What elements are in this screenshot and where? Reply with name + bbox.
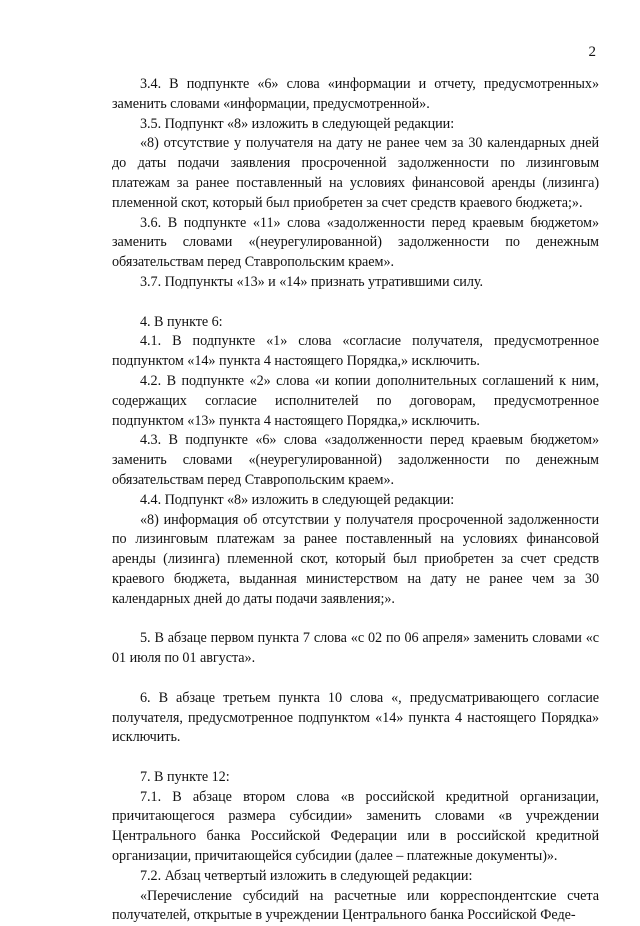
- paragraph: 4.3. В подпункте «6» слова «задолженности перед краевым бюджетом» заменить словами «(неурегулированной) задолженности по денежным обязательствам перед Ставропольским краем».: [112, 432, 599, 488]
- paragraph: 5. В абзаце первом пункта 7 слова «с 02 по 06 апреля» заменить словами «с 01 июля по 01 августа».: [112, 630, 599, 667]
- paragraph: 4.4. Подпункт «8» изложить в следующей редакции:: [140, 491, 455, 508]
- paragraph: 6. В абзаце третьем пункта 10 слова «, предусматривающего согласие получателя, предусмотренное подпунктом «14» пункта 4 настоящего Порядка» исключить.: [112, 689, 599, 746]
- paragraph: 7. В пункте 12:: [140, 768, 230, 785]
- paragraph: 4.1. В подпункте «1» слова «согласие получателя, предусмотренное подпунктом «14» пункта 4 настоящего Порядка,» исключить.: [112, 333, 599, 370]
- document-body: [112, 75, 599, 926]
- page-number: 2: [588, 44, 596, 60]
- paragraph: 3.5. Подпункт «8» изложить в следующей редакции:: [140, 115, 455, 132]
- paragraph: 3.4. В подпункте «6» слова «информации и отчету, предусмотренных» заменить словами «информации, предусмотренной».: [112, 76, 599, 112]
- paragraph: 7.2. Абзац четвертый изложить в следующей редакции:: [140, 867, 473, 884]
- paragraph: 4.2. В подпункте «2» слова «и копии дополнительных соглашений к ним, содержащих согласие исполнителей по договорам, предусмотренное подпунктом «13» пункта 4 настоящего Порядка,» исключить.: [112, 372, 599, 429]
- paragraph: 3.6. В подпункте «11» слова «задолженности перед краевым бюджетом» заменить словами «(неурегулированной) задолженности по денежным обязательствам перед Ставропольским краем».: [112, 214, 599, 271]
- paragraph: «8) информация об отсутствии у получателя просроченной задолженности по лизинговым платежам за ранее поставленный на условиях финансовой аренды (лизинга) племенной скот, который был приобретен за счет средств краевого бюджета, выданная министерством на дату не ранее чем за 30 календарных дней до даты подачи заявления;».: [112, 511, 599, 607]
- paragraph: 4. В пункте 6:: [140, 313, 223, 330]
- paragraph: «Перечисление субсидий на расчетные или корреспондентские счета получателей, открытые в учреждении Центрального банка Российской Феде-: [112, 887, 599, 924]
- paragraph: 3.7. Подпункты «13» и «14» признать утратившими силу.: [140, 273, 484, 290]
- paragraph: 7.1. В абзаце втором слова «в российской кредитной организации, причитающегося размера субсидии» заменить словами «в учреждении Центрального банка Российской Федерации или в российской кредитной организации, причитающейся субсидии (далее – платежные документы)».: [112, 788, 599, 865]
- paragraph: «8) отсутствие у получателя на дату не ранее чем за 30 календарных дней до даты подачи заявления просроченной задолженности по лизинговым платежам за ранее поставленный на условиях финансовой аренды (лизинга) племенной скот, который был приобретен за счет средств краевого бюджета;».: [112, 135, 599, 211]
